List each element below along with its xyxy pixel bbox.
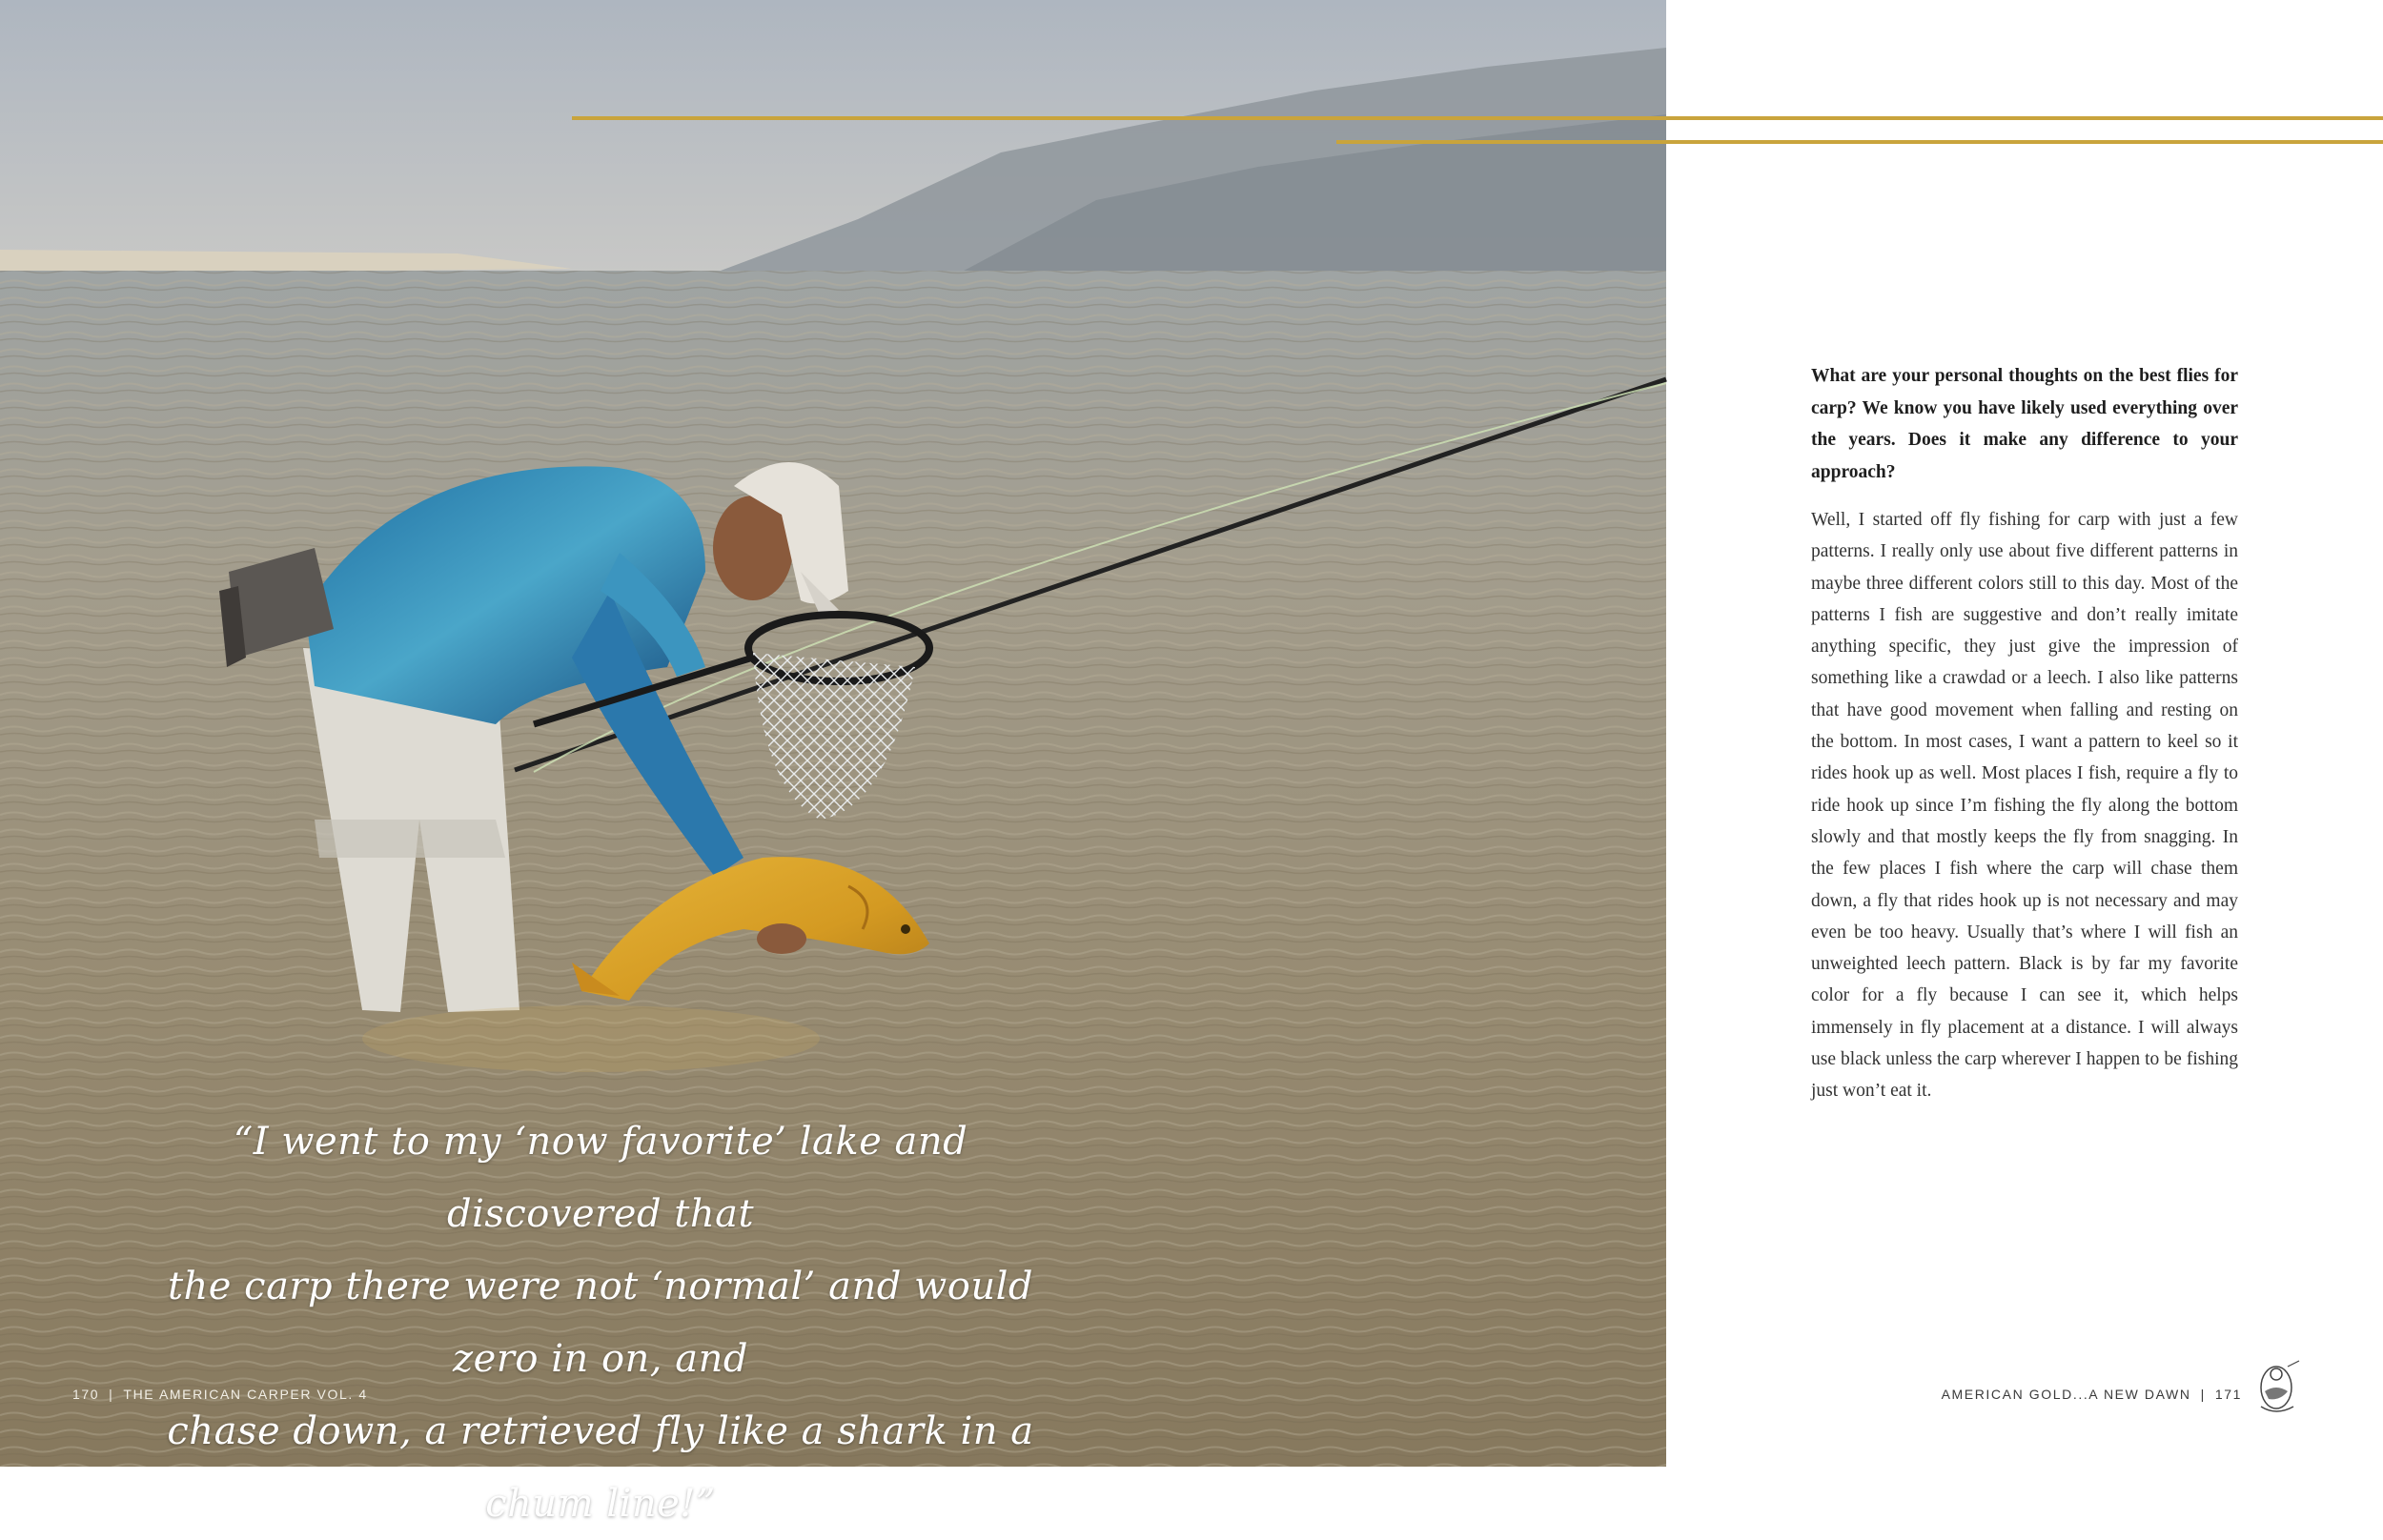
pull-quote bbox=[157, 1105, 1044, 1540]
gold-rule-bottom bbox=[1336, 140, 2383, 144]
right-folio-separator: | bbox=[2200, 1387, 2206, 1402]
interview-answer: Well, I started off fly fishing for carp with just a few patterns. I really only use about five different patterns in maybe three different colors still to this day. Most of the patterns I fish are suggestive and don’t really imitate anything specific, they just give the impression of something like a crawdad or a leech. I also like patterns that have good movement when falling and resting on the bottom. In most cases, I want a pattern to keel so it rides hook up as well. Most places I fish, require a fly to ride hook up since I’m fishing the fly along the bottom slowly and that mostly keeps the fly from snagging. In the few places I fish where the carp will chase them down, a fly that rides hook up is not necessary and may even be too heavy. Usually that’s where I will fish an unweighted leech pattern. Black is by far my favorite color for a fly because I can see it, which helps immensely in fly placement at a distance. I will always use black unless the carp wherever I happen to be fishing just won’t eat it. bbox=[1811, 510, 2238, 1102]
pull-quote-line-3: chase down, a retrieved fly like a shark in a chum line!” bbox=[167, 1409, 1034, 1526]
carp-fisherman-logo-icon bbox=[2251, 1359, 2301, 1422]
pull-quote-line-1: “I went to my ‘now favorite’ lake and discovered that bbox=[233, 1120, 968, 1236]
right-folio bbox=[1942, 1387, 2242, 1402]
pull-quote-line-2: the carp there were not ‘normal’ and would zero in on, and bbox=[167, 1265, 1034, 1381]
right-page-number: 171 bbox=[2214, 1387, 2242, 1402]
gold-rule-top bbox=[572, 116, 2383, 120]
right-folio-title: AMERICAN GOLD...A NEW DAWN bbox=[1941, 1387, 2191, 1402]
left-folio bbox=[72, 1387, 368, 1402]
left-folio-separator: | bbox=[109, 1387, 114, 1402]
interview-question: What are your personal thoughts on the best flies for carp? We know you have likely used everything over the years. Does it make any difference to your approach? bbox=[1811, 366, 2238, 482]
left-page-number: 170 bbox=[72, 1387, 100, 1402]
left-folio-title: THE AMERICAN CARPER VOL. 4 bbox=[123, 1387, 368, 1402]
interview-column bbox=[1811, 360, 2238, 1107]
